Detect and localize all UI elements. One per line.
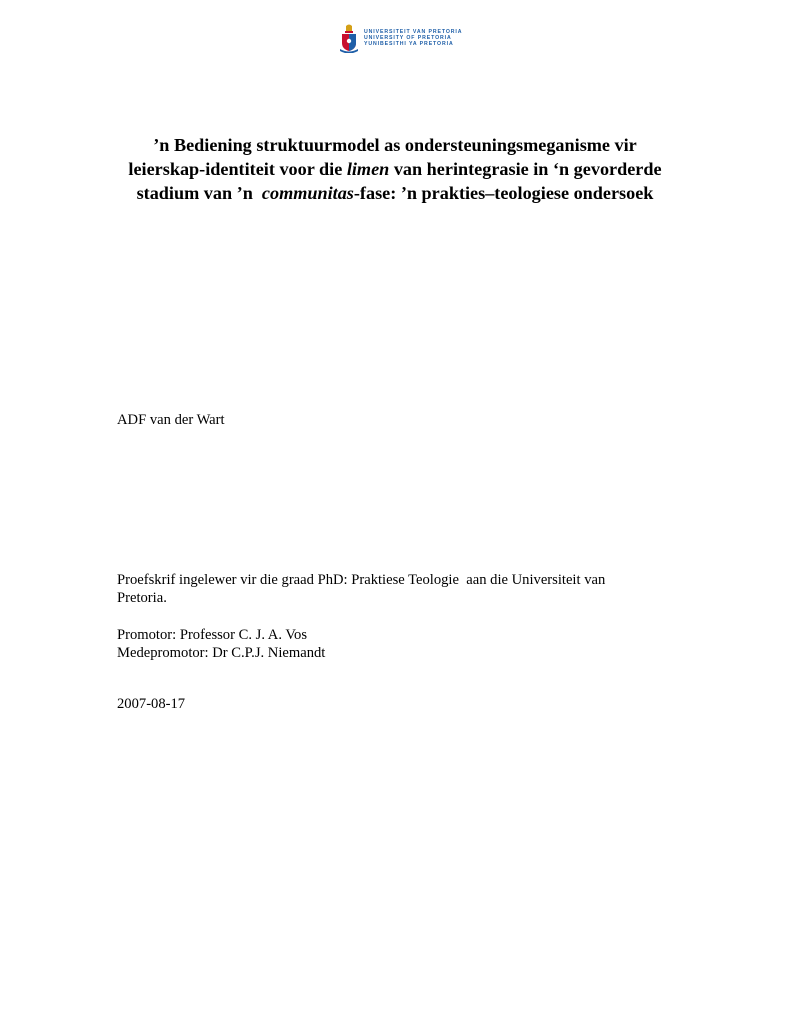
university-logo <box>340 22 462 54</box>
university-name-english: UNIVERSITY OF PRETORIA <box>364 34 452 41</box>
title-emphasis-communitas: communitas <box>261 183 354 203</box>
submission-date: 2007-08-17 <box>117 696 186 712</box>
university-name-sepedi: YUNIBESITHI YA PRETORIA <box>364 41 454 48</box>
promotor: Promotor: Professor C. J. A. Vos <box>117 627 308 643</box>
title-line-3 <box>100 181 690 205</box>
title-line-3-part-a: stadium van ’n <box>136 183 262 203</box>
degree-line-1: Proefskrif ingelewer vir die graad PhD: Praktiese Teologie aan die Universiteit van <box>117 572 606 588</box>
author-name: ADF van der Wart <box>117 412 225 428</box>
supervisors <box>117 626 325 662</box>
title-line-2 <box>100 157 690 181</box>
university-name <box>364 29 462 48</box>
title-line-2-part-a: leierskap-identiteit voor die <box>128 159 347 179</box>
thesis-title <box>100 133 690 205</box>
title-line-2-part-b: van herintegrasie in ‘n gevorderde <box>389 159 662 179</box>
title-emphasis-limen: limen <box>346 159 390 179</box>
title-line-3-part-b: -fase: ’n prakties–teologiese ondersoek <box>353 183 654 203</box>
university-name-afrikaans: UNIVERSITEIT VAN PRETORIA <box>364 28 463 35</box>
medepromotor: Medepromotor: Dr C.P.J. Niemandt <box>117 645 326 661</box>
title-line-1: ’n Bediening struktuurmodel as ondersteuningsmeganisme vir <box>153 135 637 155</box>
degree-statement <box>117 571 677 607</box>
university-crest-icon <box>340 23 358 53</box>
degree-line-2: Pretoria. <box>117 590 167 606</box>
